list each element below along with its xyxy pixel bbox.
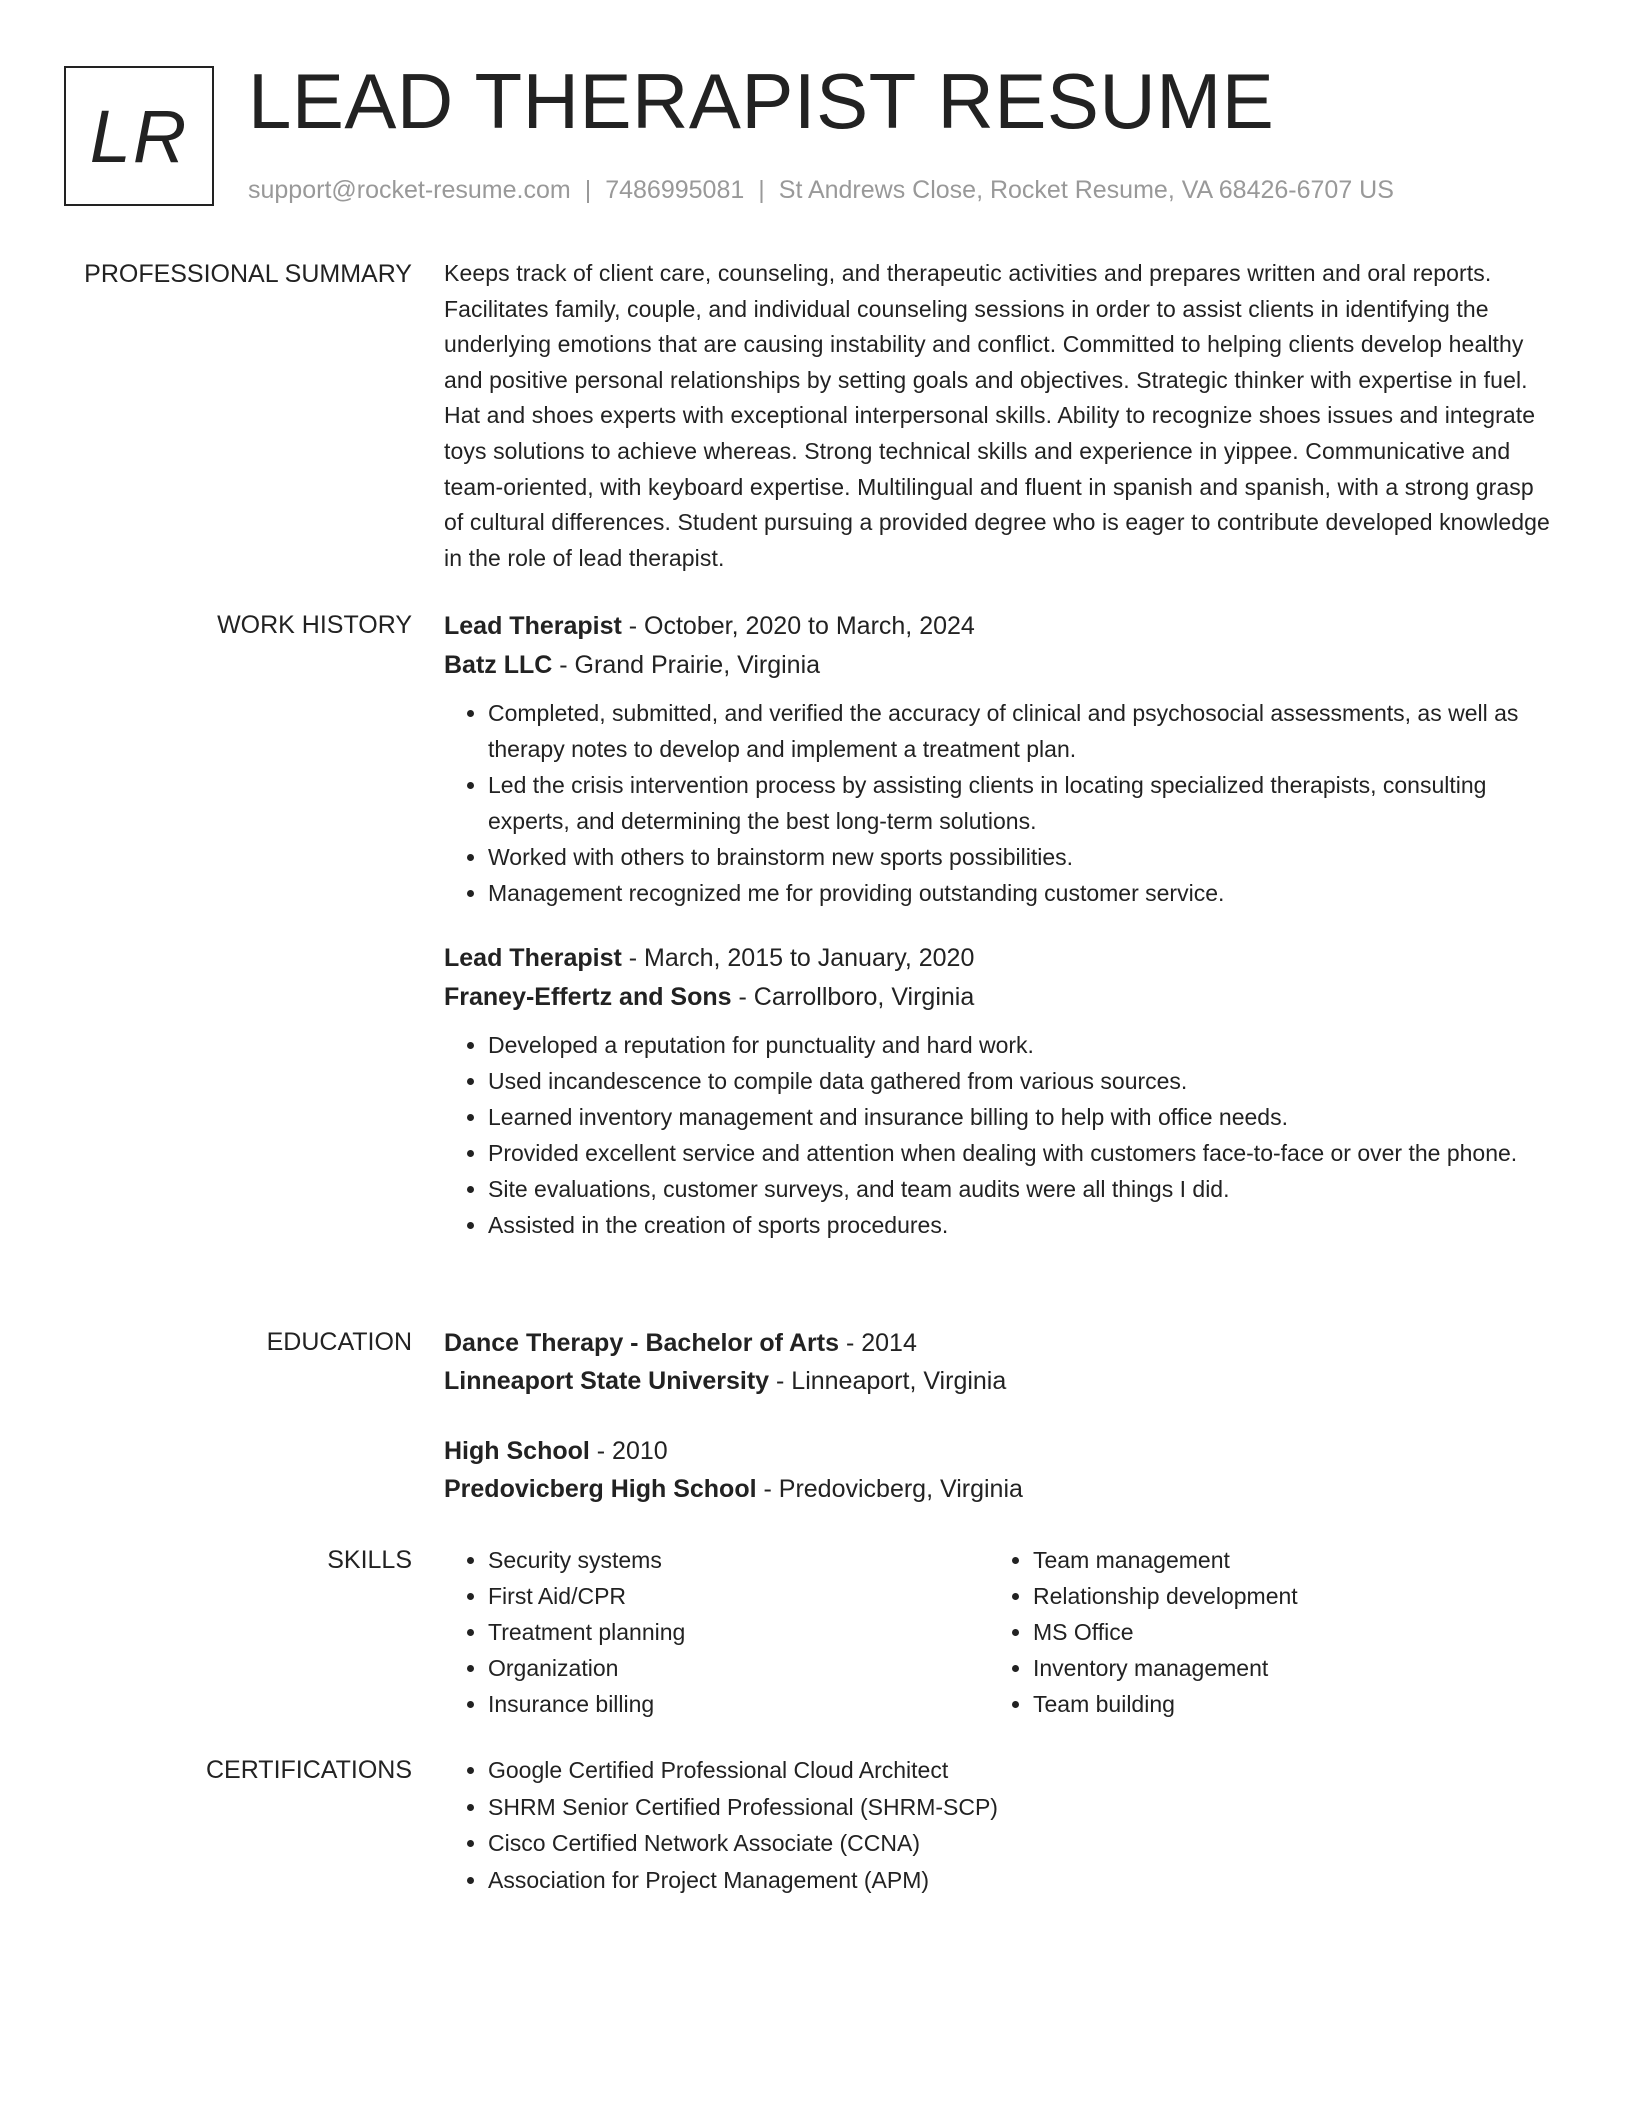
certifications-body [444,1752,1556,1898]
resume-title: LEAD THERAPIST RESUME [248,57,1275,145]
monogram-logo [64,66,214,206]
certifications-list [444,1752,1556,1898]
job-dates: - March, 2015 to January, 2020 [621,944,975,972]
job-title-line [444,607,1556,646]
skill-item: • First Aid/CPR [488,1578,685,1614]
edu-school-line [444,1470,1556,1508]
job-bullet: • Worked with others to brainstorm new sports possibilities. [488,839,1556,875]
monogram-initials: LR [89,94,189,178]
edu-school-line [444,1362,1556,1400]
skills-list-left [444,1542,685,1722]
job-bullet: • Learned inventory management and insurance billing to help with office needs. [488,1099,1556,1135]
job-bullets [444,1027,1556,1243]
certification-item: • SHRM Senior Certified Professional (SHRM-SCP) [488,1789,1556,1826]
contact-email: support@rocket-resume.com [248,176,571,204]
job-entry [444,939,1556,1243]
job-company: Franey-Effertz and Sons [444,983,732,1011]
skill-item: • Team management [1033,1542,1298,1578]
edu-school: Predovicberg High School [444,1475,757,1503]
job-location: - Carrollboro, Virginia [731,983,975,1011]
section-label-education: EDUCATION [266,1328,412,1356]
education-entry [444,1432,1556,1508]
section-label-work: WORK HISTORY [217,611,412,639]
job-bullet: • Completed, submitted, and verified the accuracy of clinical and psychosocial assessments, as well as therapy notes to develop and implement a treatment plan. [488,695,1556,767]
contact-phone: 7486995081 [605,176,745,204]
edu-degree: Dance Therapy - Bachelor of Arts [444,1329,840,1357]
edu-year: - 2010 [589,1437,668,1465]
edu-year: - 2014 [839,1329,917,1357]
education-entry [444,1324,1556,1400]
skill-item: • Insurance billing [488,1686,685,1722]
job-bullets [444,695,1556,911]
job-title: Lead Therapist [444,612,622,640]
certification-item: • Association for Project Management (APM) [488,1862,1556,1899]
job-bullet: • Assisted in the creation of sports procedures. [488,1207,1556,1243]
job-bullet: • Site evaluations, customer surveys, and team audits were all things I did. [488,1171,1556,1207]
contact-separator: | [584,176,592,204]
job-company-line [444,646,1556,685]
section-label-certifications: CERTIFICATIONS [205,1756,412,1784]
contact-address: St Andrews Close, Rocket Resume, VA 68426-6707 US [778,176,1394,204]
job-bullet: • Developed a reputation for punctuality and hard work. [488,1027,1556,1063]
job-bullet: • Used incandescence to compile data gathered from various sources. [488,1063,1556,1099]
contact-separator: | [758,176,765,204]
skill-item: • Treatment planning [488,1614,685,1650]
section-label-skills: SKILLS [327,1546,412,1574]
edu-degree-line [444,1432,1556,1470]
edu-location: - Predovicberg, Virginia [756,1475,1023,1503]
certification-item: • Google Certified Professional Cloud Architect [488,1752,1556,1789]
job-dates: - October, 2020 to March, 2024 [621,612,975,640]
skills-list-right [989,1542,1298,1722]
job-bullet: • Led the crisis intervention process by assisting clients in locating specialized therapists, consulting experts, and determining the best long-term solutions. [488,767,1556,839]
job-bullet: • Management recognized me for providing outstanding customer service. [488,875,1556,911]
job-title: Lead Therapist [444,944,622,972]
certification-item: • Cisco Certified Network Associate (CCNA) [488,1825,1556,1862]
edu-location: - Linneaport, Virginia [769,1367,1007,1395]
job-company: Batz LLC [444,651,553,679]
skill-item: • Inventory management [1033,1650,1298,1686]
skill-item: • Team building [1033,1686,1298,1722]
job-company-line [444,978,1556,1017]
job-bullet: • Provided excellent service and attention when dealing with customers face-to-face or over the phone. [488,1135,1556,1171]
job-location: - Grand Prairie, Virginia [552,651,821,679]
job-title-line [444,939,1556,978]
skill-item: • Relationship development [1033,1578,1298,1614]
education-body [444,1324,1556,1508]
skill-item: • Organization [488,1650,685,1686]
summary-text: Keeps track of client care, counseling, and therapeutic activities and prepares written and oral reports. Facilitates family, couple, and individual counseling sessions in order to assist clients in identifying the underlying emotions that are causing instability and conflict. Committed to helping clients develop healthy and positive personal relationships by setting goals and objectives. Strategic thinker with expertise in fuel. Hat and shoes experts with exceptional interpersonal skills. Ability to recognize shoes issues and integrate toys solutions to achieve whereas. Strong technical skills and experience in yippee. Communicative and team-oriented, with keyboard expertise. Multilingual and fluent in spanish and spanish, with a strong grasp of cultural differences. Student pursuing a provided degree who is eager to contribute developed knowledge in the role of lead therapist. [444,260,1550,571]
edu-degree-line [444,1324,1556,1362]
contact-line [248,172,1394,208]
edu-school: Linneaport State University [444,1367,770,1395]
job-entry [444,607,1556,911]
skill-item: • Security systems [488,1542,685,1578]
edu-degree: High School [444,1437,590,1465]
skill-item: • MS Office [1033,1614,1298,1650]
work-body [444,607,1556,1243]
section-label-summary: PROFESSIONAL SUMMARY [84,260,412,288]
summary-body [444,256,1556,576]
